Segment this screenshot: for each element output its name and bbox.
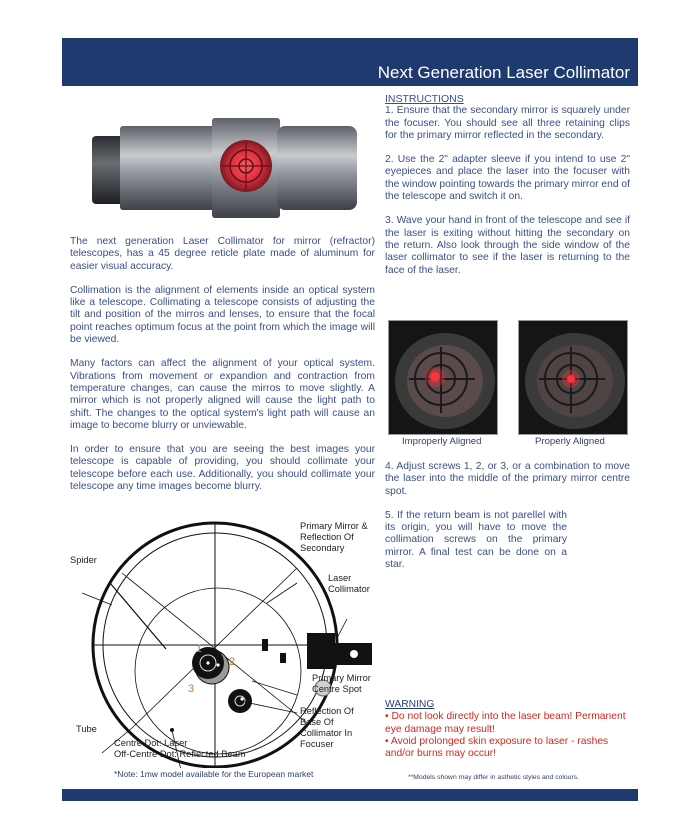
- label-primary-mirror: Primary Mirror & Reflection Of Secondary: [300, 521, 368, 553]
- label-spider: Spider: [70, 555, 97, 565]
- warning-line-1: • Do not look directly into the laser beam! Permanent eye damage may result!: [385, 711, 626, 735]
- label-primary-centre-spot: Primary Mirror Centre Spot: [312, 673, 371, 694]
- properly-aligned-photo: [518, 320, 628, 435]
- header-bar: [62, 38, 638, 86]
- warning-box: [385, 699, 630, 760]
- screw-number-3: 3: [188, 683, 195, 695]
- product-sheet: [62, 38, 638, 801]
- screw-number-1: 1: [196, 643, 203, 655]
- improperly-aligned-photo: [388, 320, 498, 435]
- instruction-step-5: 5. If the return beam is not parellel with its origin, you will have to move the collimation screws on the primary mirror. A final test can be done on a star.: [385, 509, 567, 571]
- intro-text: [70, 236, 375, 505]
- improperly-aligned-caption: Improperly Aligned: [402, 436, 482, 447]
- collimation-paragraph: Collimation is the alignment of elements inside an optical system like a telescope. Collimating a telescope consists of adjusting the tilt and position of the mirros and lenses, to ensure that the focal point reaches optimum focus at the point from which the image will be viewed.: [70, 284, 375, 346]
- factors-paragraph: Many factors can affect the alignment of your optical system. Vibrations from movement or expandion and contraction from temperature changes, can cause the mirros to move slightly. A mirror which is not properly aligned will cause the light path to shift. The changes to the optical system's light path will cause an image to become blurry or unviewable.: [70, 358, 375, 431]
- instruction-step-1: 1. Ensure that the secondary mirror is squarely under the focuser. You should see all three retaining clips for the primary mirror reflected in the secondary.: [385, 105, 630, 141]
- label-off-centre-dot: Off-Centre Dot: Reflected Beam: [114, 749, 246, 759]
- instructions-continued: [385, 461, 630, 571]
- models-disclaimer: **Models shown may differ in asthetic styles and colours.: [408, 774, 580, 781]
- warning-line-2: • Avoid prolonged skin exposure to laser - rashes and/or burns may occur!: [385, 735, 609, 760]
- advice-paragraph: In order to ensure that you are seeing the best images your telescope is capable of providing, you should collimate your telescope before each use. Additionally, you should collimate your telescope any time images become blurry.: [70, 444, 375, 493]
- properly-aligned-caption: Properly Aligned: [535, 436, 605, 447]
- instruction-step-3: 3. Wave your hand in front of the telescope and see if the laser is exiting without hitting the secondary on the return. Also look through the side window of the laser collimator to see if the laser is returning to the face of the laser.: [385, 215, 630, 276]
- laser-collimator-photo: [72, 96, 372, 226]
- label-tube: Tube: [76, 724, 97, 734]
- label-centre-dot: Centre Dot: Laser: [114, 738, 188, 748]
- warning-title: WARNING: [385, 699, 435, 710]
- instruction-step-2: 2. Use the 2" adapter sleeve if you intend to use 2" eyepieces and place the laser into the focuser with the window pointing towards the primary mirror end of the telescope and switch it on.: [385, 154, 630, 203]
- european-model-note: *Note: 1mw model available for the European market: [114, 769, 314, 779]
- footer-bar: [62, 789, 638, 801]
- instruction-step-4: 4. Adjust screws 1, 2, or 3, or a combination to move the laser into the middle of the primary mirror centre spot.: [385, 461, 630, 497]
- screw-number-2: 2: [229, 656, 236, 668]
- instructions: [385, 93, 630, 277]
- page-title: Next Generation Laser Collimator: [377, 63, 630, 82]
- intro-paragraph: The next generation Laser Collimator for mirror (refractor) telescopes, has a 45 degree reticle plate made of aluminum for easier visual accuracy.: [70, 236, 375, 272]
- label-laser-collimator: Laser Collimator: [328, 573, 370, 594]
- instructions-title: INSTRUCTIONS: [385, 93, 464, 105]
- label-reflection-of-base: Reflection Of Base Of Collimator In Focuser: [300, 706, 354, 749]
